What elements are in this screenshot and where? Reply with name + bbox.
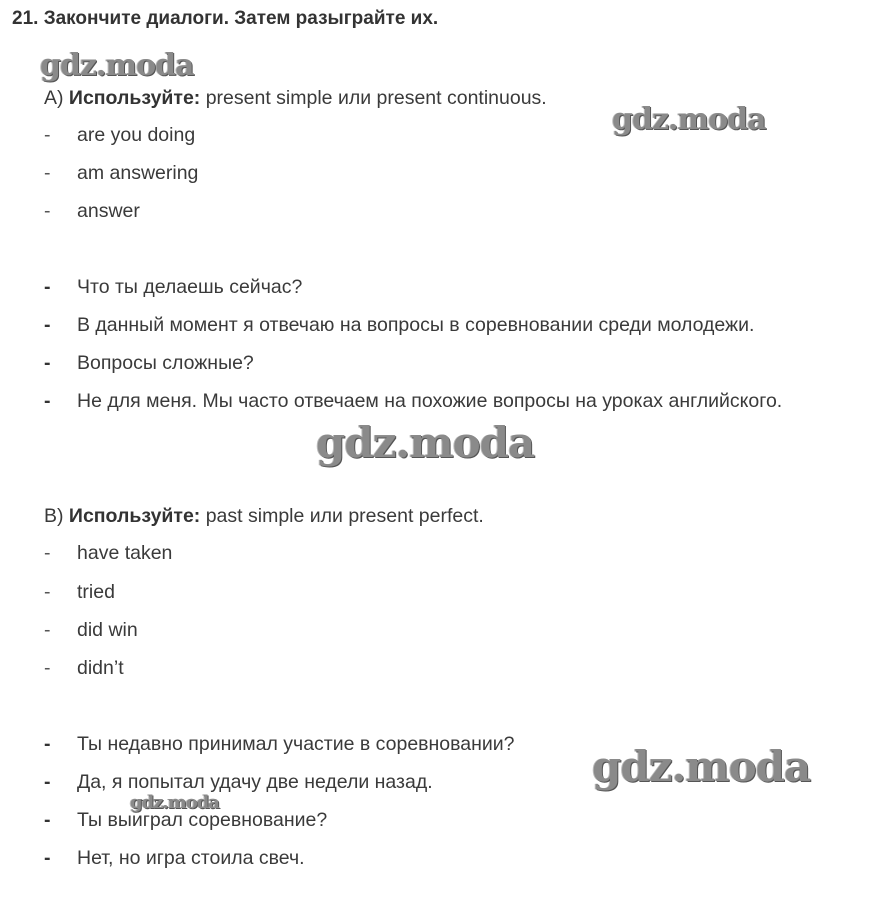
section-b-heading [44,503,484,529]
section-a-instruction: present simple или present continuous. [200,87,547,109]
dialogue-line: - Нет, но игра стоила свеч. [44,847,305,869]
exercise-title: 21. Закончите диалоги. Затем разыграйте их. [12,8,439,29]
answer-item: - have taken [44,542,173,564]
answer-item: - did win [44,619,138,641]
watermark: gdz.moda [40,48,194,83]
watermark: gdz.moda [130,792,219,813]
dialogue-line: - Вопросы сложные? [44,352,254,374]
answer-item: - didn’t [44,657,124,679]
watermark: gdz.moda [316,418,535,467]
watermark: gdz.moda [612,102,766,137]
answer-item: - answer [44,200,140,222]
answer-item: - tried [44,581,115,603]
watermark: gdz.moda [592,742,811,791]
dialogue-line: - Ты недавно принимал участие в соревновании? [44,733,515,755]
answer-item: - are you doing [44,124,196,146]
dialogue-line: - Ты выиграл соревнование? [44,809,328,831]
section-a-letter: A) [44,87,64,109]
section-b-label: Используйте: [68,505,201,527]
section-a-heading [44,85,547,111]
dialogue-dash: - [44,390,51,412]
dialogue-line: - В данный момент я отвечаю на вопросы в соревновании среди молодежи. [44,314,755,336]
dialogue-line: - Что ты делаешь сейчас? [44,276,303,298]
answer-item: - am answering [44,162,199,184]
dialogue-line: Не для меня. Мы часто отвечаем на похожие вопросы на уроках английского. [77,390,783,412]
section-b-letter: B) [44,505,64,527]
section-a-label: Используйте: [68,87,201,109]
section-b-instruction: past simple или present perfect. [200,505,484,527]
dialogue-line: - Да, я попытал удачу две недели назад. [44,771,433,793]
